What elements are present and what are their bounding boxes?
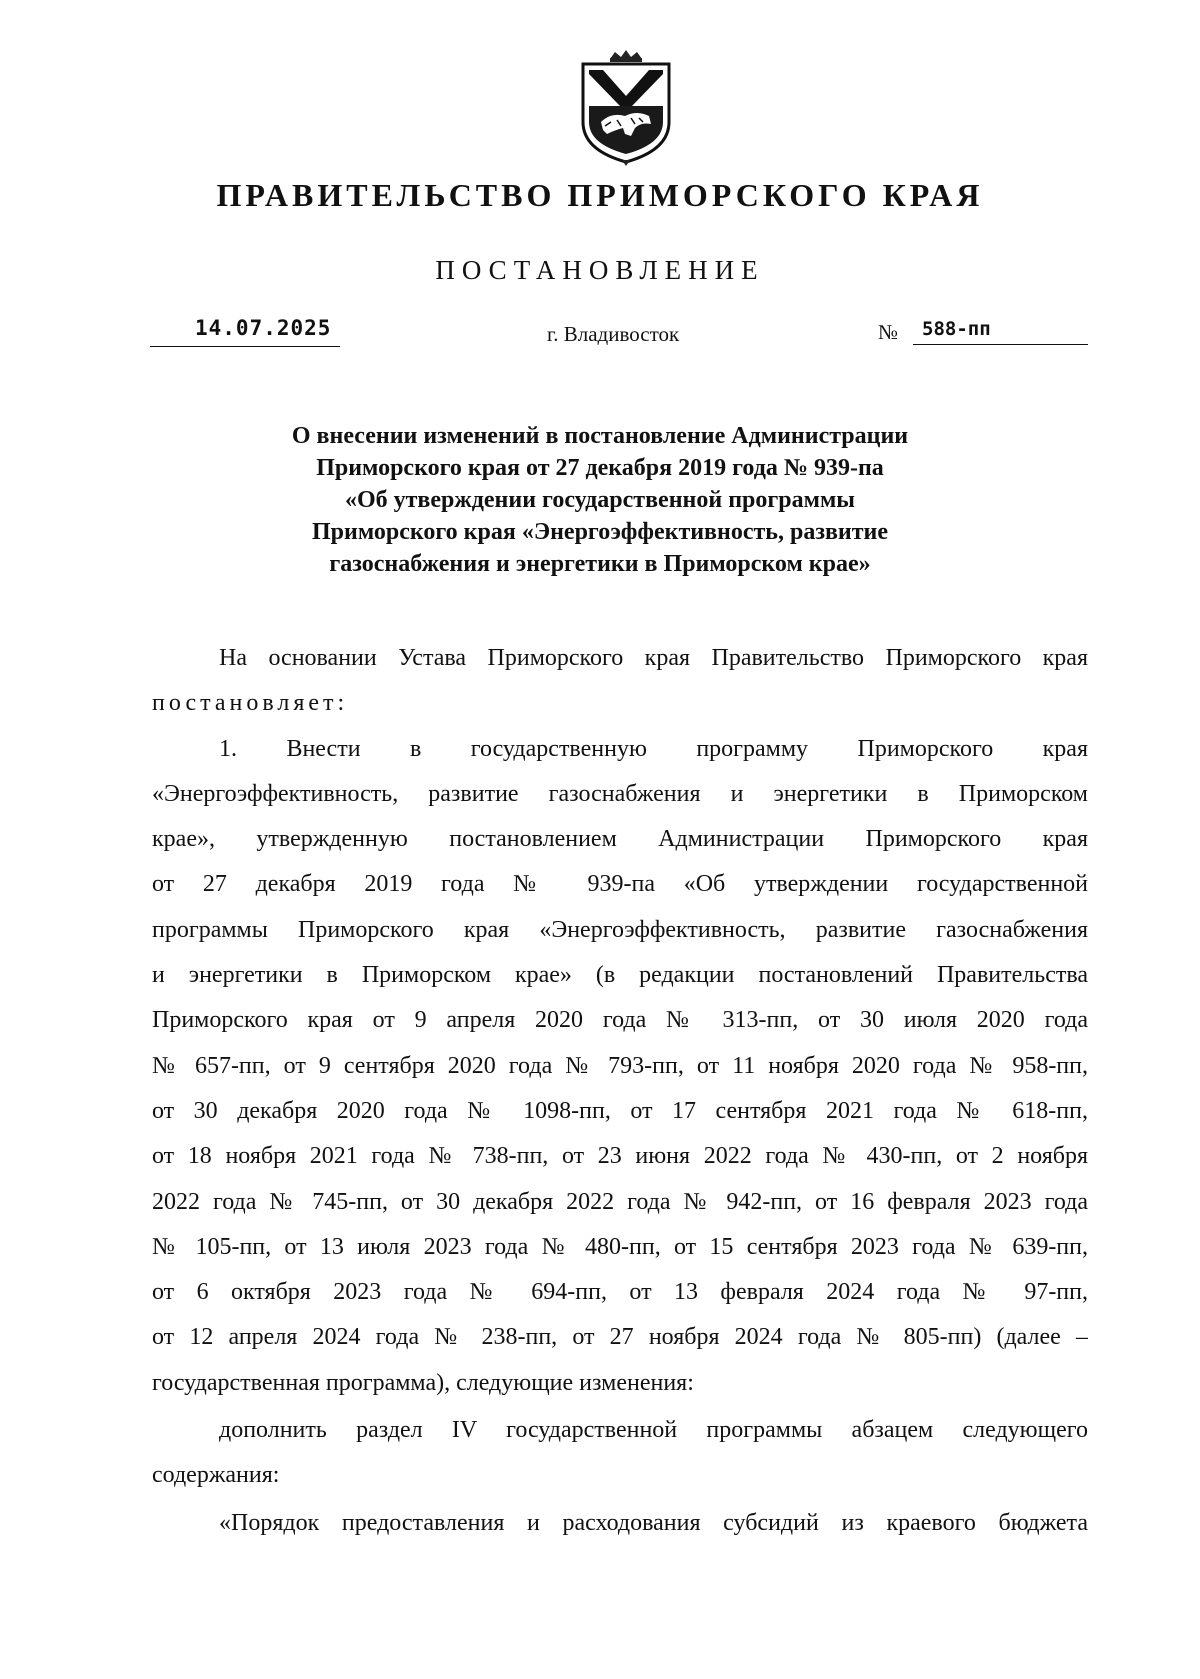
body-line: Приморского края от 9 апреля 2020 года № 313-пп, от 30 июля 2020 года (152, 1007, 1088, 1034)
number-underline (913, 344, 1088, 345)
subject-line: Приморского края «Энергоэффективность, развитие (311, 519, 889, 545)
document-subject (200, 420, 1000, 580)
body-line: № 105-пп, от 13 июля 2023 года № 480-пп, от 15 сентября 2023 года № 639-пп, (152, 1233, 1088, 1260)
body-line: дополнить раздел IV государственной программы абзацем следующего (219, 1417, 1088, 1444)
subject-line: О внесении изменений в постановление Администрации (291, 423, 909, 449)
subject-line: «Об утверждении государственной программы (344, 487, 856, 513)
body-line: «Порядок предоставления и расходования субсидий из краевого бюджета (219, 1509, 1088, 1536)
body-line: от 30 декабря 2020 года № 1098-пп, от 17 сентября 2021 года № 618-пп, (152, 1097, 1088, 1124)
document-city: г. Владивосток (547, 322, 680, 346)
document-body (152, 636, 1088, 1546)
number-sign: № (878, 320, 899, 344)
body-line: 1. Внести в государственную программу Приморского края (219, 735, 1088, 762)
document-number: 588-пп (922, 318, 991, 340)
number-field (878, 316, 1088, 346)
body-line: На основании Устава Приморского края Правительство Приморского края (219, 645, 1088, 671)
date-field (150, 316, 340, 347)
body-line: 2022 года № 745-пп, от 30 декабря 2022 года № 942-пп, от 16 февраля 2023 года (152, 1188, 1088, 1215)
subject-line: газоснабжения и энергетики в Приморском крае» (329, 551, 871, 577)
coat-of-arms-icon (577, 50, 675, 166)
government-title: ПРАВИТЕЛЬСТВО ПРИМОРСКОГО КРАЯ (216, 177, 984, 213)
body-line: крае», утвержденную постановлением Администрации Приморского края (152, 826, 1088, 853)
body-line: от 18 ноября 2021 года № 738-пп, от 23 июня 2022 года № 430-пп, от 2 ноября (152, 1143, 1088, 1170)
body-line: «Энергоэффективность, развитие газоснабжения и энергетики в Приморском (152, 780, 1088, 807)
body-line: № 657-пп, от 9 сентября 2020 года № 793-пп, от 11 ноября 2020 года № 958-пп, (152, 1052, 1088, 1079)
body-line: от 6 октября 2023 года № 694-пп, от 13 февраля 2024 года № 97-пп, (152, 1279, 1088, 1306)
body-line: от 27 декабря 2019 года № 939-па «Об утверждении государственной (152, 871, 1088, 898)
body-line: постановляет: (152, 690, 349, 717)
body-line: и энергетики в Приморском крае» (в редакции постановлений Правительства (152, 962, 1088, 989)
body-line: содержания: (152, 1462, 280, 1489)
body-line: государственная программа), следующие изменения: (152, 1369, 694, 1396)
subject-line: Приморского края от 27 декабря 2019 года № 939-па (316, 455, 884, 481)
body-line: программы Приморского края «Энергоэффективность, развитие газоснабжения (152, 916, 1088, 943)
document-date: 14.07.2025 (195, 316, 332, 340)
body-line: от 12 апреля 2024 года № 238-пп, от 27 ноября 2024 года № 805-пп) (далее – (152, 1324, 1088, 1351)
document-type: ПОСТАНОВЛЕНИЕ (435, 255, 765, 285)
